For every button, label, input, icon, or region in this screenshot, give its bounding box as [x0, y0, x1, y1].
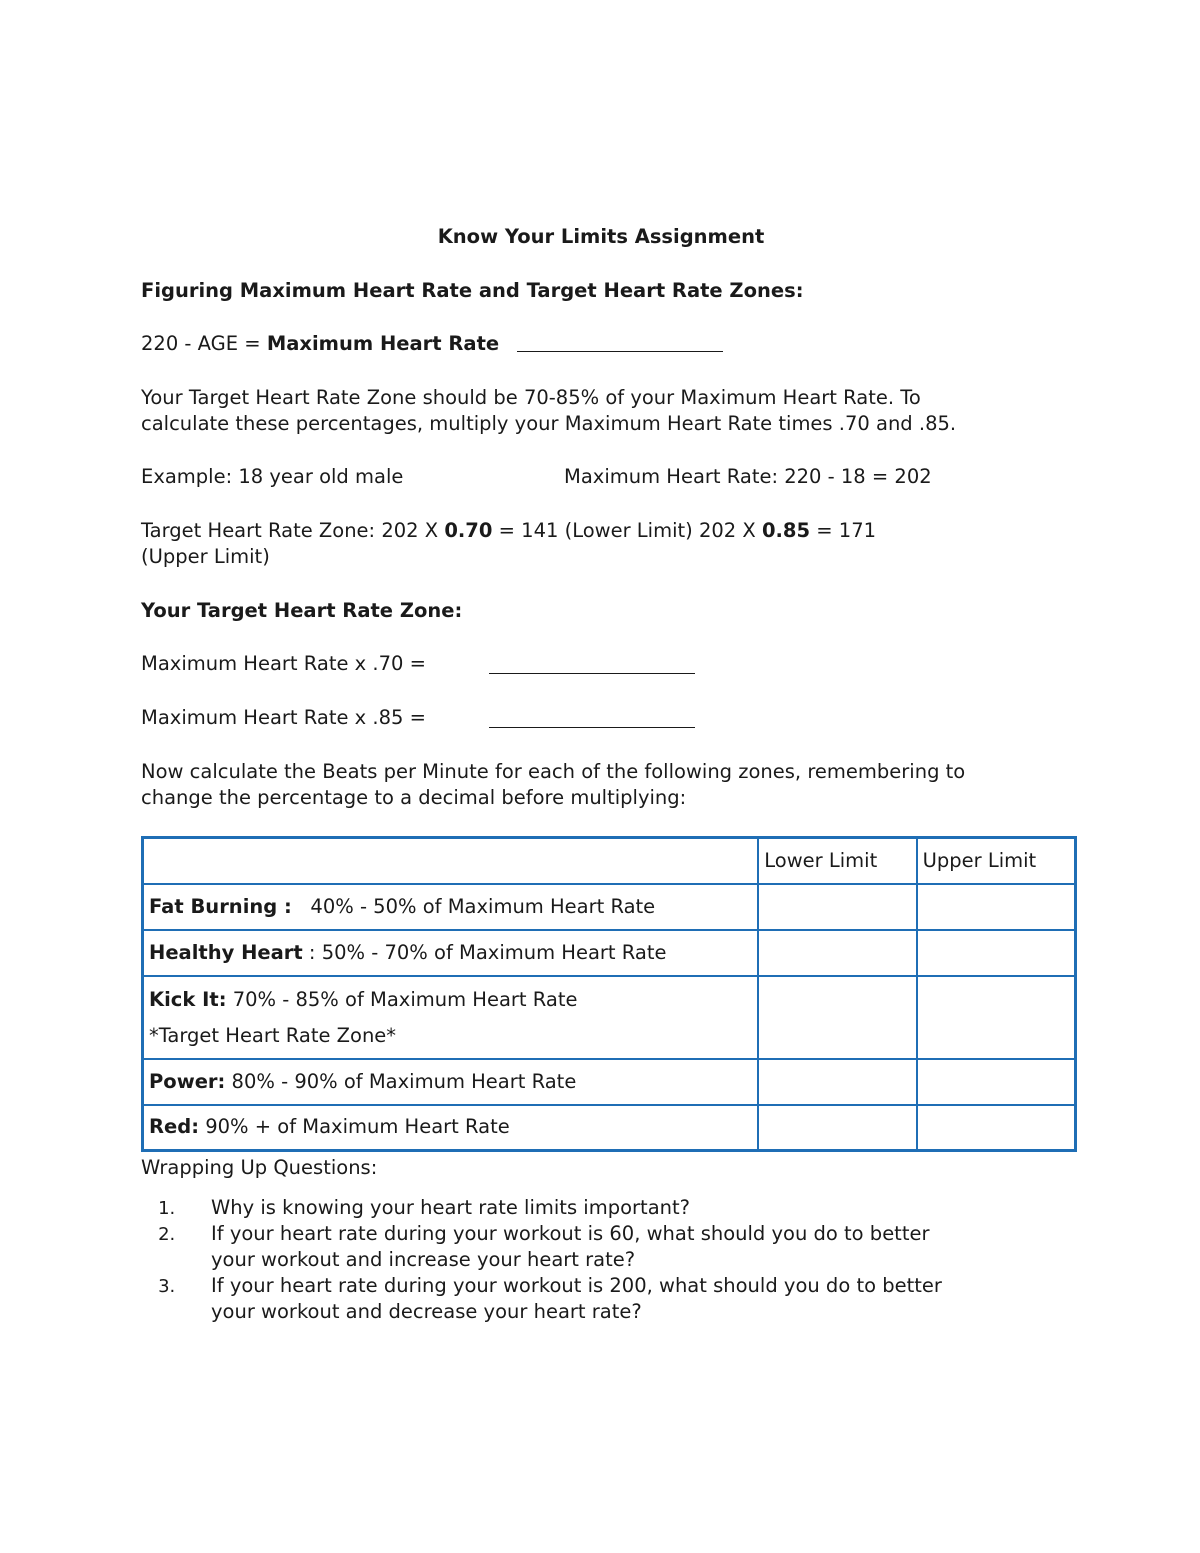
- list-item: 3. If your heart rate during your workout is 200, what should you do to better your workout and decrease your heart rate?: [181, 1273, 1081, 1325]
- target-example-line-1: [141, 518, 876, 544]
- lower-limit-cell[interactable]: [758, 1105, 916, 1151]
- zone-note: *Target Heart Rate Zone*: [149, 1023, 397, 1047]
- instructions-line-2: change the percentage to a decimal before multiplying:: [141, 786, 687, 809]
- zone-name: Healthy Heart: [149, 940, 303, 964]
- header-cell-empty: [143, 838, 759, 884]
- calc-line-70: [141, 651, 426, 677]
- zone-label: [143, 930, 759, 976]
- zone-range: 40% - 50% of Maximum Heart Rate: [291, 894, 656, 918]
- list-item: 2. If your heart rate during your workout is 60, what should you do to better your workout and increase your heart rate?: [181, 1221, 1081, 1273]
- zone-label: [143, 1105, 759, 1151]
- target-example-text-1: Target Heart Rate Zone: 202 X: [141, 519, 445, 542]
- calc-blank-85[interactable]: [489, 707, 695, 728]
- zone-label: [143, 884, 759, 930]
- header-upper-limit: Upper Limit: [917, 838, 1076, 884]
- table-row: [143, 1105, 1076, 1151]
- zone-range: 70% - 85% of Maximum Heart Rate: [226, 987, 578, 1011]
- lower-limit-cell[interactable]: [758, 884, 916, 930]
- upper-limit-cell[interactable]: [917, 930, 1076, 976]
- upper-limit-cell[interactable]: [917, 1059, 1076, 1105]
- header-lower-limit: Lower Limit: [758, 838, 916, 884]
- zone-range: 90% + of Maximum Heart Rate: [199, 1115, 510, 1139]
- max-heart-rate-blank[interactable]: [517, 331, 723, 352]
- intro-line-1: Your Target Heart Rate Zone should be 70-85% of your Maximum Heart Rate. To: [141, 386, 921, 409]
- calc-blank-70[interactable]: [489, 653, 695, 674]
- questions-list: [141, 1195, 1081, 1325]
- zone-range: 80% - 90% of Maximum Heart Rate: [225, 1069, 577, 1093]
- example-max-heart-rate: Maximum Heart Rate: 220 - 18 = 202: [564, 465, 932, 488]
- table-row: [143, 930, 1076, 976]
- section-heading-max-heart-rate: Figuring Maximum Heart Rate and Target Heart Rate Zones:: [141, 279, 804, 302]
- calc-line-85: [141, 705, 426, 731]
- lower-limit-cell[interactable]: [758, 1059, 916, 1105]
- zone-label: [143, 1059, 759, 1105]
- zone-range: : 50% - 70% of Maximum Heart Rate: [302, 940, 667, 964]
- table-header-row: [143, 838, 1076, 884]
- list-item: 1. Why is knowing your heart rate limits important?: [181, 1195, 1081, 1221]
- page-title: Know Your Limits Assignment: [437, 225, 765, 248]
- lower-limit-cell[interactable]: [758, 930, 916, 976]
- formula-line: [141, 331, 723, 357]
- lower-limit-cell[interactable]: [758, 976, 916, 1059]
- zone-name: Red:: [149, 1115, 199, 1139]
- instructions-line-1: Now calculate the Beats per Minute for each of the following zones, remembering to: [141, 760, 966, 783]
- example-subject: Example: 18 year old male: [141, 465, 404, 488]
- section-heading-target-zone: Your Target Heart Rate Zone:: [141, 599, 463, 622]
- table-row: [143, 976, 1076, 1059]
- table-row: [143, 884, 1076, 930]
- target-example-text-2: = 141 (Lower Limit) 202 X: [492, 519, 762, 542]
- table-row: [143, 1059, 1076, 1105]
- target-example-factor-1: 0.70: [444, 519, 493, 542]
- target-example-factor-2: 0.85: [761, 519, 811, 542]
- heart-rate-zones-table: [141, 836, 1077, 1152]
- target-example-text-3: = 171: [810, 519, 877, 542]
- formula-label: Maximum Heart Rate: [266, 332, 500, 355]
- zone-name: Kick It:: [149, 987, 227, 1011]
- intro-line-2: calculate these percentages, multiply your Maximum Heart Rate times .70 and .85.: [141, 412, 957, 435]
- zone-label: [143, 976, 759, 1059]
- target-example-line-2: (Upper Limit): [141, 545, 270, 568]
- formula-prefix: 220 - AGE =: [141, 332, 267, 355]
- upper-limit-cell[interactable]: [917, 884, 1076, 930]
- zone-name: Fat Burning :: [149, 894, 292, 918]
- calc-label-85: Maximum Heart Rate x .85 =: [141, 706, 426, 729]
- wrap-up-heading: Wrapping Up Questions:: [141, 1156, 378, 1179]
- zone-name: Power:: [149, 1069, 226, 1093]
- upper-limit-cell[interactable]: [917, 1105, 1076, 1151]
- calc-label-70: Maximum Heart Rate x .70 =: [141, 652, 426, 675]
- upper-limit-cell[interactable]: [917, 976, 1076, 1059]
